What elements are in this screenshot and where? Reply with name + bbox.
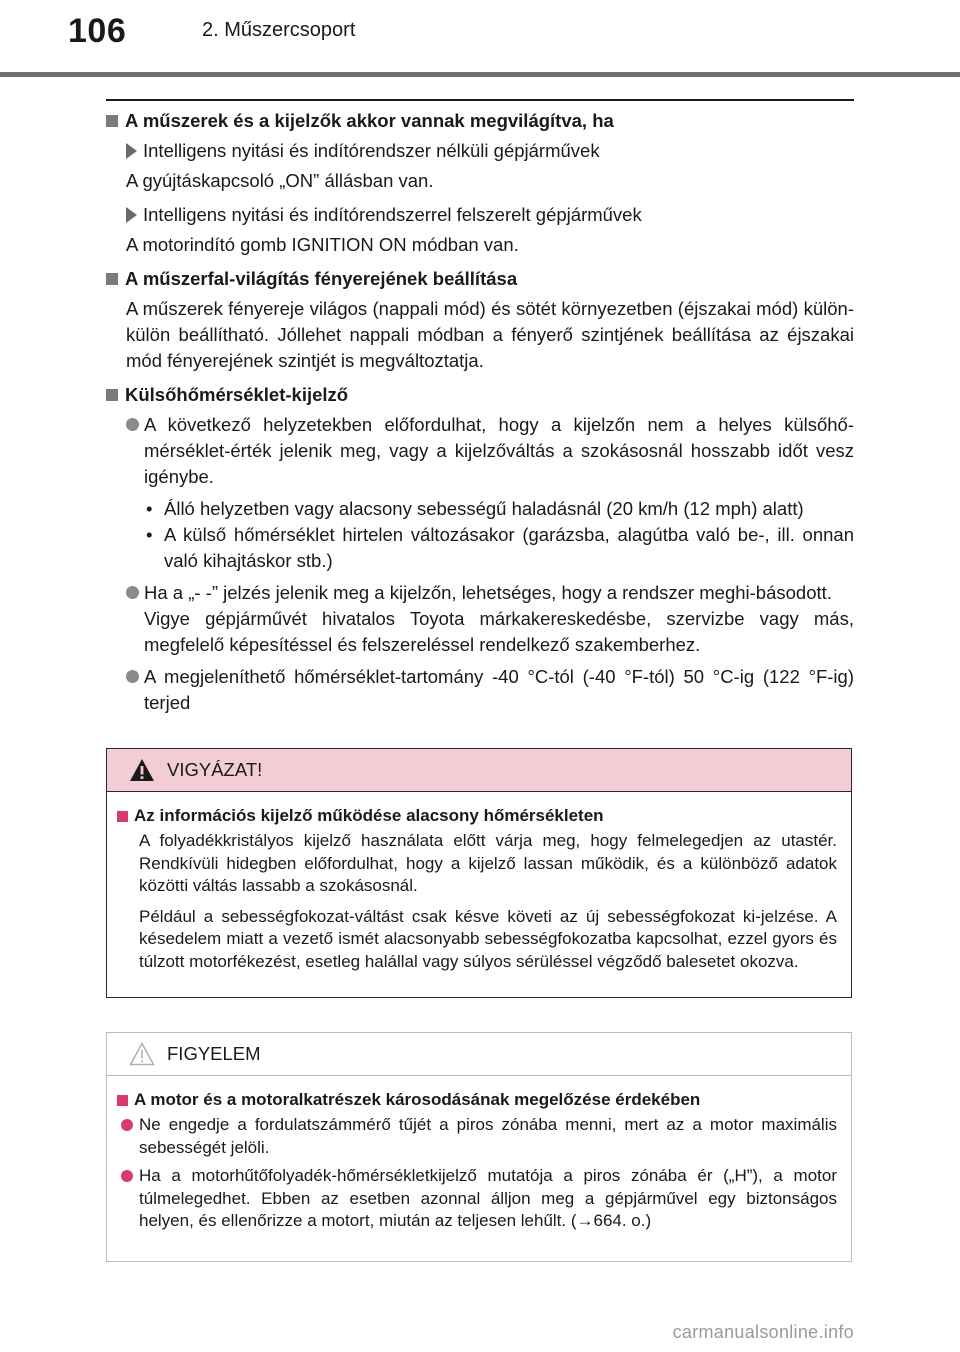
sub-bullet-text: Álló helyzetben vagy alacsony sebességű haladásnál (20 km/h (12 mph) alatt) [164,498,804,519]
section-title [106,266,854,292]
paragraph: A műszerek fényereje világos (nappali mód) és sötét környezetben (éjszakai mód) külön-külön beállítható. Jóllehet nappali módban a fényerő szintjének beállítása az éjszakai mód fényerejének szintjét is megváltoztatja. [126,298,854,371]
round-bullet-icon [121,1170,133,1182]
paragraph: A folyadékkristályos kijelző használata előtt várja meg, hogy felmelegedjen az utastér. Rendkívüli hidegben előfordulhat, hogy a kijelző lassan működik, és a különböző adatok közötti váltás lassabb a szokásosnál. [139,831,837,895]
square-bullet-icon [117,811,128,822]
section-title-text: A műszerfal-világítás fényerejének beállítása [125,268,518,289]
subheading [126,202,854,228]
bullet-item [106,412,854,490]
triangle-bullet-icon [126,143,137,159]
content-divider [106,99,854,101]
sub-bullet-text: A külső hőmérséklet hirtelen változásakor (garázsba, alagútba való be-, ill. onnan való kihajtáskor stb.) [164,524,854,571]
square-bullet-icon [106,115,118,127]
paragraph: A motorindító gomb IGNITION ON módban van. [126,234,519,255]
section-title-text: A műszerek és a kijelzők akkor vannak megvilágítva, ha [125,110,614,131]
round-bullet-icon [126,418,139,431]
subheading-text: Intelligens nyitási és indítórendszerrel felszerelt gépjárművek [143,204,642,225]
dot-bullet-icon: • [146,524,153,545]
watermark: carmanualsonline.info [672,1322,854,1342]
main-content [106,108,854,722]
bullet-text: A megjeleníthető hőmérséklet-tartomány -40 °C-tól (-40 °F-tól) 50 °C-ig (122 °F-ig) terjed [144,666,854,713]
paragraph: A gyújtáskapcsoló „ON” állásban van. [126,170,434,191]
triangle-bullet-icon [126,207,137,223]
dot-bullet-icon: • [146,498,153,519]
square-bullet-icon [106,273,118,285]
caution-label: VIGYÁZAT! [167,759,263,780]
sub-bullet-item [106,496,854,522]
bullet-text: Ha a motorhűtőfolyadék-hőmérsékletkijelző mutatója a piros zónába ér („H”), a motor túlmelegedhet. Ebben az esetben azonnal álljon meg a gépjárművel egy biztonságos helyen, és ellenőrizze a motort, miután az teljesen lehűlt. (→664. o.) [139,1166,837,1230]
subheading-text: Intelligens nyitási és indítórendszer nélküli gépjárművek [143,140,600,161]
bullet-item [106,580,854,658]
notice-body [107,1076,851,1261]
square-bullet-icon [106,389,118,401]
notice-header [107,1033,851,1076]
notice-box [106,1032,852,1262]
notice-title-text: A motor és a motoralkatrészek károsodásának megelőzése érdekében [134,1090,701,1109]
caution-box [106,748,852,998]
section-title-text: Külsőhőmérséklet-kijelző [125,384,349,405]
caution-title [117,804,837,828]
caution-title-text: Az információs kijelző működése alacsony hőmérsékleten [134,806,604,825]
caution-header [107,749,851,792]
page-number: 106 [68,12,127,50]
bullet-text: Vigye gépjárművét hivatalos Toyota márkakereskedésbe, szervizbe vagy más, megfelelő képesítéssel és felszereléssel rendelkező szakemberhez. [144,608,854,655]
bullet-text: A következő helyzetekben előfordulhat, hogy a kijelzőn nem a helyes külsőhő-mérséklet-érték jelenik meg, vagy a kijelzőváltás a szokásosnál hosszabb időt vesz igénybe. [144,414,854,487]
sub-bullet-item [106,522,854,574]
header-divider [0,72,960,77]
bullet-item [117,1165,837,1233]
bullet-item [117,1114,837,1159]
square-bullet-icon [117,1095,128,1106]
warning-triangle-icon [129,758,155,782]
page-header [0,0,960,80]
round-bullet-icon [126,586,139,599]
section-title [106,382,854,408]
chapter-title: 2. Műszercsoport [202,19,356,41]
bullet-text: Ha a „- -” jelzés jelenik meg a kijelzőn, lehetséges, hogy a rendszer meghi-básodott. [144,582,832,603]
caution-body [107,792,851,997]
notice-title [117,1088,837,1112]
subheading [126,138,854,164]
warning-triangle-outline-icon [129,1042,155,1066]
round-bullet-icon [121,1119,133,1131]
section-title [106,108,854,134]
paragraph: Például a sebességfokozat-váltást csak késve követi az új sebességfokozat ki-jelzése. A késedelem miatt a vezető ismét alacsonyabb sebességfokozatba kapcsolhat, ezzel gyors és túlzott motorfékezést, esetleg halállal vagy súlyos sérüléssel végződő balesetet okozva. [139,906,837,971]
bullet-text: Ne engedje a fordulatszámmérő tűjét a piros zónába menni, mert az a motor maximális sebességét jelöli. [139,1115,837,1157]
bullet-item [106,664,854,716]
round-bullet-icon [126,670,139,683]
notice-label: FIGYELEM [167,1043,261,1064]
